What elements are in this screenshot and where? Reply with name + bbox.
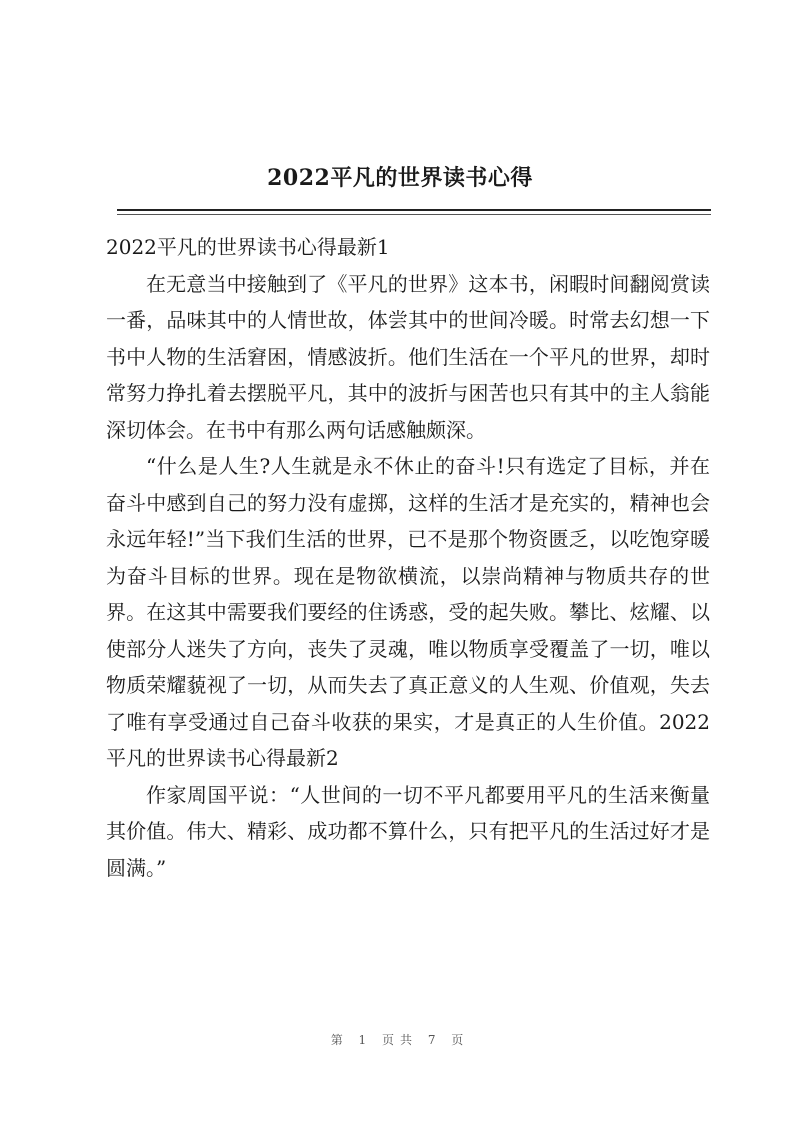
page-number: 第 1 页共 7 页 [330,1033,470,1047]
section-heading: 2022平凡的世界读书心得最新1 [106,235,390,259]
document-title: 2022平凡的世界读书心得 [267,165,533,191]
title-underline [117,209,711,211]
paragraph-3: 作家周国平说：“人世间的一切不平凡都要用平凡的生活来衡量其价值。伟大、精彩、成功都不算什么，只有把平凡的生活过好才是圆满。” [106,782,710,880]
document-body [106,229,710,886]
paragraph-1: 在无意当中接触到了《平凡的世界》这本书，闲暇时间翻阅赏读一番，品味其中的人情世故，体尝其中的世间冷暖。时常去幻想一下书中人物的生活窘困，情感波折。他们生活在一个平凡的世界，却时常努力挣扎着去摆脱平凡，其中的波折与困苦也只有其中的主人翁能深切体会。在书中有那么两句话感触颇深。 [106,271,710,442]
paragraph-2: “什么是人生?人生就是永不休止的奋斗!只有选定了目标，并在奋斗中感到自己的努力没有虚掷，这样的生活才是充实的，精神也会永远年轻!”当下我们生活的世界，已不是那个物资匮乏，以吃饱穿暖为奋斗目标的世界。现在是物欲横流，以崇尚精神与物质共存的世界。在这其中需要我们要经的住诱惑，受的起失败。攀比、炫耀、以使部分人迷失了方向，丧失了灵魂，唯以物质享受覆盖了一切，唯以物质荣耀藐视了一切，从而失去了真正意义的人生观、价值观，失去了唯有享受通过自己奋斗收获的果实，才是真正的人生价值。2022平凡的世界读书心得最新2 [106,454,710,770]
title-underline-thin [117,214,711,215]
